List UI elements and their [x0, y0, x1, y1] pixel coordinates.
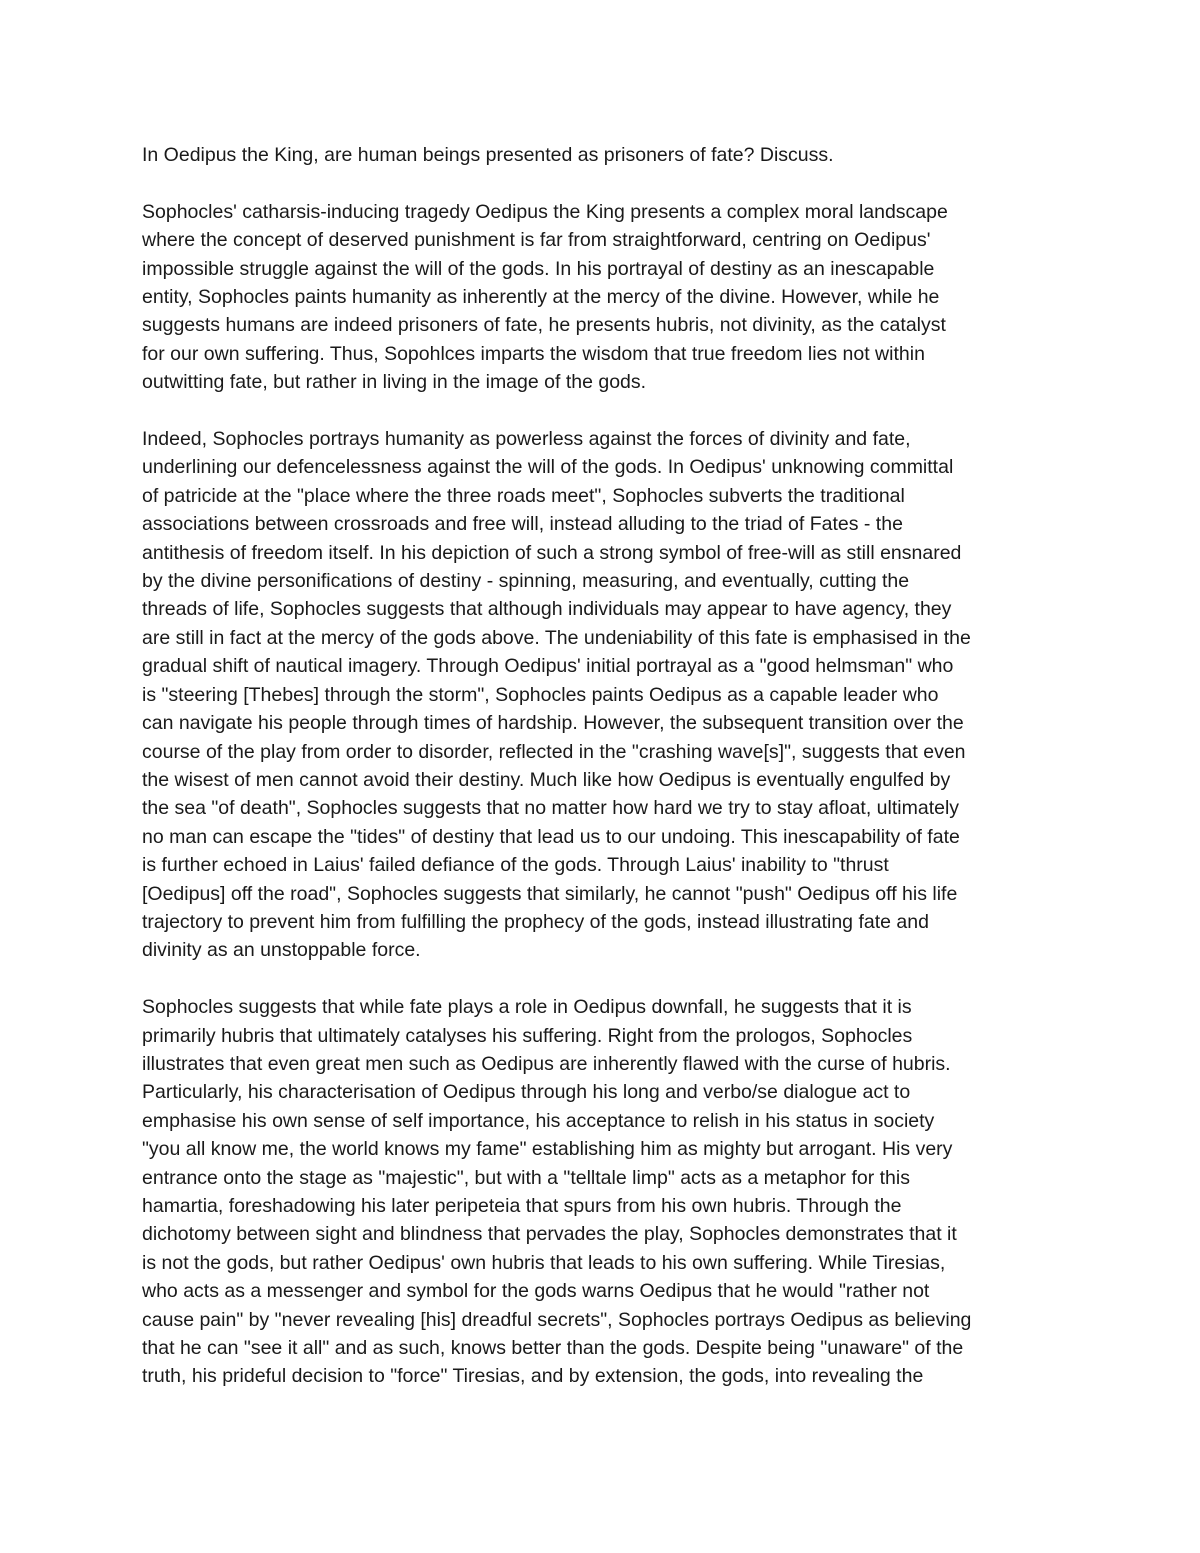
paragraph-line: illustrates that even great men such as Oedipus are inherently flawed with the curse of hubris. — [142, 1052, 951, 1075]
essay-question — [142, 141, 1072, 169]
paragraph-line: threads of life, Sophocles suggests that although individuals may appear to have agency, they — [142, 598, 952, 621]
paragraph-line: gradual shift of nautical imagery. Through Oedipus' initial portrayal as a "good helmsman" who — [142, 655, 954, 678]
paragraph-line: course of the play from order to disorder, reflected in the "crashing wave[s]", suggests that even — [142, 740, 966, 763]
paragraph-line: entity, Sophocles paints humanity as inherently at the mercy of the divine. However, while he — [142, 286, 940, 309]
paragraph-line: is "steering [Thebes] through the storm", Sophocles paints Oedipus as a capable leader who — [142, 683, 939, 706]
paragraph-line: divinity as an unstoppable force. — [142, 939, 421, 962]
paragraph-line: the sea "of death", Sophocles suggests that no matter how hard we try to stay afloat, ultimately — [142, 797, 960, 820]
essay-body — [142, 141, 1072, 1419]
paragraph-line: the wisest of men cannot avoid their destiny. Much like how Oedipus is eventually engulfed by — [142, 768, 951, 791]
paragraph-line: no man can escape the "tides" of destiny that lead us to our undoing. This inescapability of fate — [142, 825, 960, 848]
paragraph-line: for our own suffering. Thus, Sopohlces imparts the wisdom that true freedom lies not within — [142, 342, 925, 365]
paragraph-line: that he can "see it all" and as such, knows better than the gods. Despite being "unaware" of the — [142, 1337, 964, 1360]
paragraph-line: cause pain" by "never revealing [his] dreadful secrets", Sophocles portrays Oedipus as believing — [142, 1308, 972, 1331]
paragraph-line: dichotomy between sight and blindness that pervades the play, Sophocles demonstrates that it — [142, 1223, 957, 1246]
paragraph-body-fate — [142, 425, 1072, 965]
paragraph-line: trajectory to prevent him from fulfilling the prophecy of the gods, instead illustrating fate and — [142, 910, 929, 933]
paragraph-line: Particularly, his characterisation of Oedipus through his long and verbo/se dialogue act to — [142, 1081, 911, 1104]
paragraph-line: hamartia, foreshadowing his later peripeteia that spurs from his own hubris. Through the — [142, 1194, 902, 1217]
paragraph-line: primarily hubris that ultimately catalyses his suffering. Right from the prologos, Sophocles — [142, 1024, 913, 1047]
paragraph-line: Indeed, Sophocles portrays humanity as powerless against the forces of divinity and fate, — [142, 428, 911, 451]
paragraph-line: entrance onto the stage as "majestic", but with a "telltale limp" acts as a metaphor for this — [142, 1166, 910, 1189]
paragraph-body-hubris — [142, 993, 1072, 1391]
paragraph-line: who acts as a messenger and symbol for the gods warns Oedipus that he would "rather not — [142, 1280, 930, 1303]
paragraph-line: is further echoed in Laius' failed defiance of the gods. Through Laius' inability to "thrust — [142, 854, 889, 877]
paragraph-line: emphasise his own sense of self importance, his acceptance to relish in his status in society — [142, 1109, 935, 1132]
paragraph-line: "you all know me, the world knows my fame" establishing him as mighty but arrogant. His very — [142, 1138, 953, 1161]
paragraph-line: can navigate his people through times of hardship. However, the subsequent transition over the — [142, 712, 964, 735]
paragraph-line: of patricide at the "place where the three roads meet", Sophocles subverts the traditional — [142, 484, 905, 507]
paragraph-line: underlining our defencelessness against the will of the gods. In Oedipus' unknowing committal — [142, 456, 954, 479]
paragraph-line: where the concept of deserved punishment is far from straightforward, centring on Oedipus' — [142, 229, 931, 252]
paragraph-line: antithesis of freedom itself. In his depiction of such a strong symbol of free-will as still ensnared — [142, 541, 962, 564]
paragraph-line: suggests humans are indeed prisoners of fate, he presents hubris, not divinity, as the catalyst — [142, 314, 946, 337]
paragraph-line: is not the gods, but rather Oedipus' own hubris that leads to his own suffering. While Tiresias, — [142, 1251, 946, 1274]
paragraph-introduction — [142, 198, 1072, 397]
question-text: In Oedipus the King, are human beings presented as prisoners of fate? Discuss. — [142, 144, 834, 166]
paragraph-line: [Oedipus] off the road", Sophocles suggests that similarly, he cannot "push" Oedipus off his life — [142, 882, 958, 905]
paragraph-line: truth, his prideful decision to "force" Tiresias, and by extension, the gods, into revealing the — [142, 1365, 924, 1388]
paragraph-line: Sophocles suggests that while fate plays a role in Oedipus downfall, he suggests that it is — [142, 996, 912, 1019]
paragraph-line: outwitting fate, but rather in living in the image of the gods. — [142, 371, 647, 394]
paragraph-line: impossible struggle against the will of the gods. In his portrayal of destiny as an inescapable — [142, 257, 935, 280]
paragraph-line: by the divine personifications of destiny - spinning, measuring, and eventually, cutting the — [142, 570, 910, 593]
paragraph-line: Sophocles' catharsis-inducing tragedy Oedipus the King presents a complex moral landscape — [142, 200, 948, 223]
paragraph-line: associations between crossroads and free will, instead alluding to the triad of Fates - the — [142, 513, 903, 536]
paragraph-line: are still in fact at the mercy of the gods above. The undeniability of this fate is emphasised in the — [142, 626, 971, 649]
